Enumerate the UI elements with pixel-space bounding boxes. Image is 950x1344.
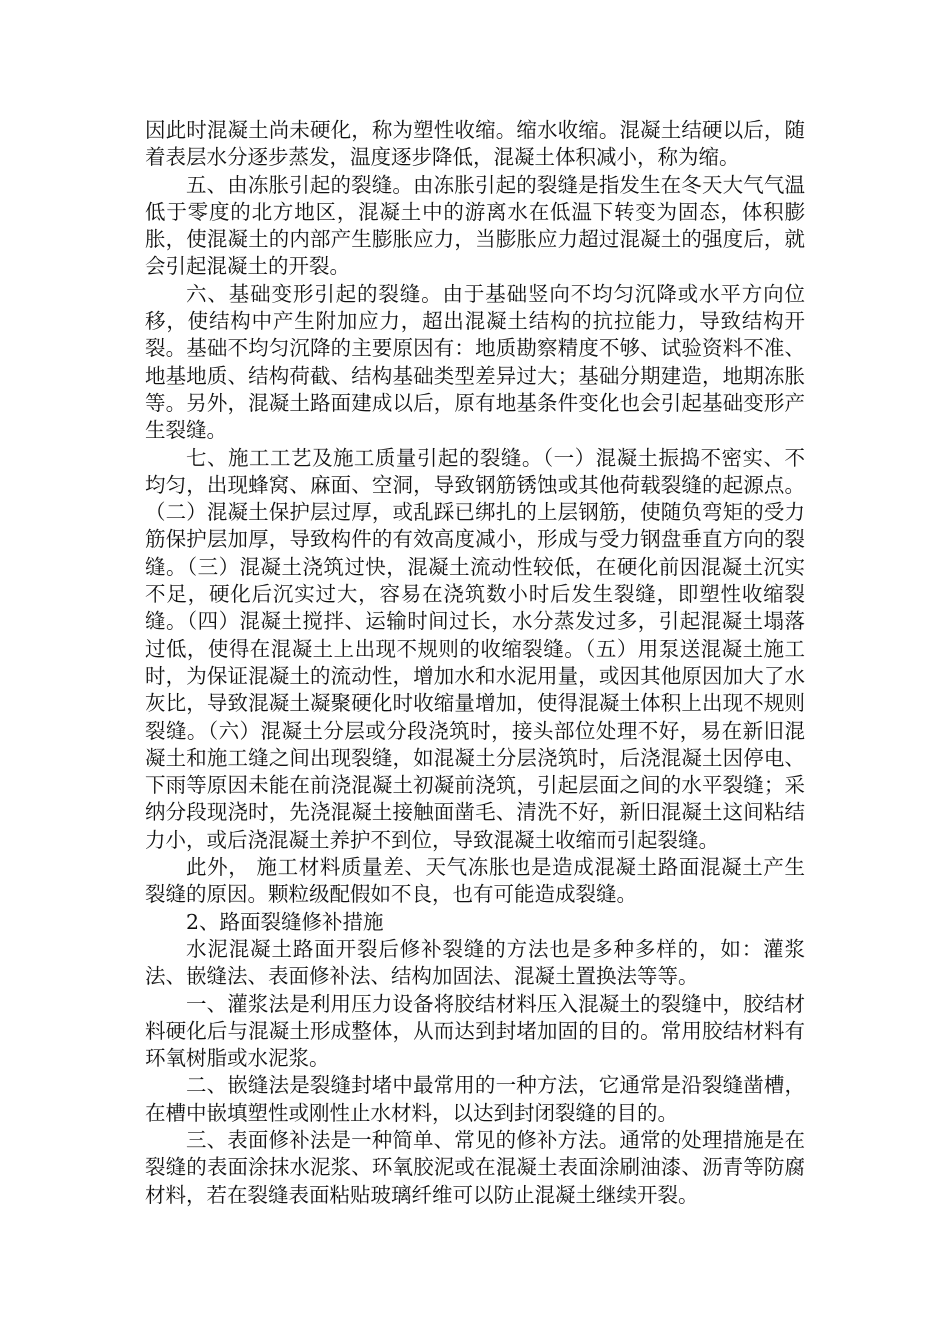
paragraph-other-causes: 此外， 施工材料质量差、天气冻胀也是造成混凝土路面混凝土产生裂缝的原因。颗粒级配假如不良，也有可能造成裂缝。 (145, 855, 805, 907)
document-body (145, 117, 805, 1209)
paragraph-grouting-method: 一、灌浆法是利用压力设备将胶结材料压入混凝土的裂缝中，胶结材料硬化后与混凝土形成整体，从而达到封堵加固的目的。常用胶结材料有环氧树脂或水泥浆。 (145, 991, 805, 1071)
section-heading-repair-measures: 2、路面裂缝修补措施 (186, 909, 384, 934)
paragraph-repair-methods-overview: 水泥混凝土路面开裂后修补裂缝的方法也是多种多样的，如：灌浆法、嵌缝法、表面修补法、结构加固法、混凝土置换法等等。 (145, 936, 805, 989)
paragraph-caulking-method: 二、嵌缝法是裂缝封堵中最常用的一种方法，它通常是沿裂缝凿槽，在槽中嵌填塑性或刚性止水材料，以达到封闭裂缝的目的。 (145, 1073, 805, 1125)
paragraph-foundation-deformation-cracks: 六、基础变形引起的裂缝。由于基础竖向不均匀沉降或水平方向位移，使结构中产生附加应力，超出混凝土结构的抗拉能力，导致结构开裂。基础不均匀沉降的主要原因有：地质勘察精度不够、试验资料不准、地基地质、结构荷截、结构基础类型差异过大；基础分期建造，地期冻胀等。另外，混凝土路面建成以后，原有地基条件变化也会引起基础变形产生裂缝。 (145, 281, 805, 443)
paragraph-frost-heave-cracks: 五、由冻胀引起的裂缝。由冻胀引起的裂缝是指发生在冬天大气气温低于零度的北方地区，混凝土中的游离水在低温下转变为固态，体积膨胀，使混凝土的内部产生膨胀应力，当膨胀应力超过混凝土的强度后，就会引起混凝土的开裂。 (145, 172, 805, 279)
paragraph-construction-quality-cracks: 七、施工工艺及施工质量引起的裂缝。（一）混凝土振捣不密实、不均匀，出现蜂窝、麻面、空洞，导致钢筋锈蚀或其他荷载裂缝的起源点。（二）混凝土保护层过厚，或乱踩已绑扎的上层钢筋，使随负弯矩的受力筋保护层加厚，导致构件的有效高度减小，形成与受力钢盘垂直方向的裂缝。（三）混凝土浇筑过快，混凝土流动性较低，在硬化前因混凝土沉实不足，硬化后沉实过大，容易在浇筑数小时后发生裂缝，即塑性收缩裂缝。（四）混凝土搅拌、运输时间过长，水分蒸发过多，引起混凝土塌落过低，使得在混凝土上出现不规则的收缩裂缝。（五）用泵送混凝土施工时，为保证混凝土的流动性，增加水和水泥用量，或因其他原因加大了水灰比，导致混凝土凝聚硬化时收缩量增加，使得混凝土体积上出现不规则裂缝。（六）混凝土分层或分段浇筑时，接头部位处理不好，易在新旧混凝土和施工缝之间出现裂缝，如混凝土分层浇筑时，后浇混凝土因停电、下雨等原因未能在前浇混凝土初凝前浇筑，引起层面之间的水平裂缝；采纳分段现浇时，先浇混凝土接触面凿毛、清洗不好，新旧混凝土这间粘结力小，或后浇混凝土养护不到位，导致混凝土收缩而引起裂缝。 (145, 445, 805, 852)
paragraph-surface-repair-method: 三、表面修补法是一种简单、常见的修补方法。通常的处理措施是在裂缝的表面涂抹水泥浆、环氧胶泥或在混凝土表面涂刷油漆、沥青等防腐材料，若在裂缝表面粘贴玻璃纤维可以防止混凝土继续开裂。 (145, 1127, 805, 1207)
paragraph-plastic-shrinkage-continued: 因此时混凝土尚未硬化，称为塑性收缩。缩水收缩。混凝土结硬以后，随着表层水分逐步蒸发，温度逐步降低，混凝土体积减小，称为缩。 (145, 118, 805, 170)
